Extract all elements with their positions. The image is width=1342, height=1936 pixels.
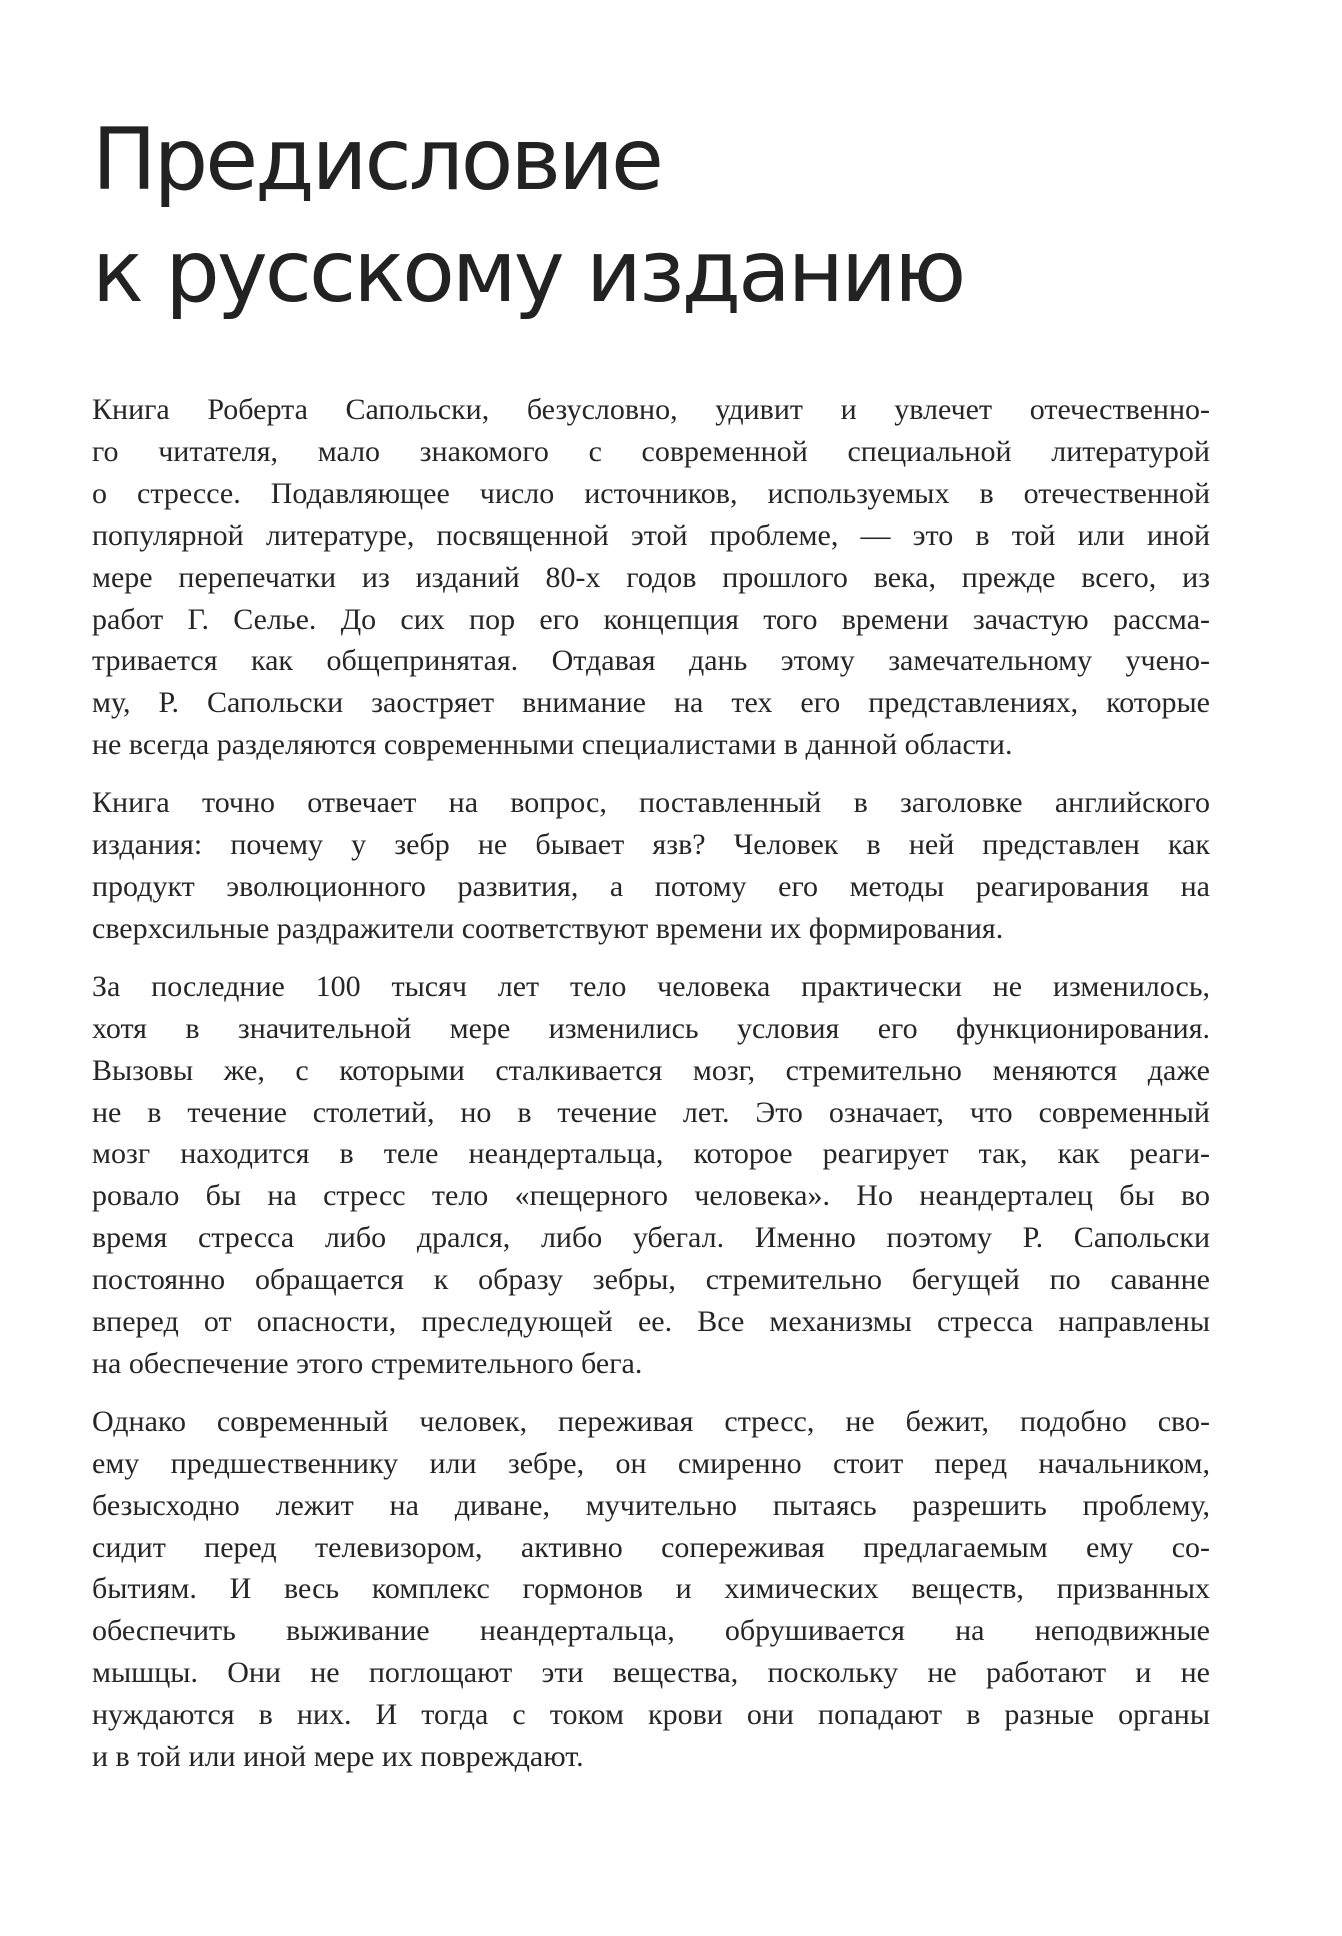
text-line: мозг находится в теле неандертальца, которое реагирует так, как реаги- [92, 1137, 1210, 1171]
text-line: мере перепечатки из изданий 80-х годов прошлого века, прежде всего, из [92, 560, 1210, 594]
text-line: сидит перед телевизором, активно сопереживая предлагаемым ему со- [92, 1530, 1210, 1564]
text-line: Книга Роберта Сапольски, безусловно, удивит и увлечет отечественно- [92, 393, 1210, 426]
chapter-title [92, 104, 1242, 328]
text-line: хотя в значительной мере изменились условия его функционирования. [92, 1011, 1210, 1045]
text-line: ему предшественнику или зебре, он смиренно стоит перед начальником, [92, 1446, 1210, 1480]
text-line: и в той или иной мере их повреждают. [92, 1740, 584, 1774]
chapter-title-line: Предисловие [92, 110, 661, 210]
text-line: нуждаются в них. И тогда с током крови они попадают в разные органы [92, 1698, 1210, 1732]
text-line: вперед от опасности, преследующей ее. Все механизмы стресса направлены [92, 1305, 1210, 1339]
text-line: популярной литературе, посвященной этой проблеме, — это в той или иной [92, 518, 1210, 552]
text-line: постоянно обращается к образу зебры, стремительно бегущей по саванне [92, 1263, 1210, 1297]
text-line: ровало бы на стресс тело «пещерного человека». Но неандерталец бы во [92, 1179, 1210, 1213]
text-line: му, Р. Сапольски заостряет внимание на тех его представлениях, которые [92, 686, 1210, 720]
paragraph [92, 389, 1210, 766]
text-line: не всегда разделяются современными специалистами в данной области. [92, 728, 1013, 762]
text-line: обеспечить выживание неандертальца, обрушивается на неподвижные [92, 1614, 1210, 1648]
text-line: Вызовы же, с которыми сталкивается мозг, стремительно меняются даже [92, 1053, 1210, 1087]
paragraph [92, 782, 1210, 950]
text-line: го читателя, мало знакомого с современной специальной литературой [92, 434, 1210, 468]
body-text [92, 389, 1210, 1794]
text-line: работ Г. Селье. До сих пор его концепция того времени зачастую рассма- [92, 602, 1210, 636]
text-line: о стрессе. Подавляющее число источников, используемых в отечественной [92, 476, 1210, 510]
text-line: безысходно лежит на диване, мучительно пытаясь разрешить проблему, [92, 1488, 1210, 1522]
chapter-title-line: к русскому изданию [92, 222, 964, 322]
text-line: бытиям. И весь комплекс гормонов и химических веществ, призванных [92, 1572, 1210, 1606]
text-line: Книга точно отвечает на вопрос, поставленный в заголовке английского [92, 786, 1210, 820]
text-line: на обеспечение этого стремительного бега. [92, 1346, 643, 1380]
text-line: не в течение столетий, но в течение лет. Это означает, что современный [92, 1095, 1210, 1129]
text-line: Однако современный человек, переживая стресс, не бежит, подобно сво- [92, 1404, 1210, 1438]
text-line: сверхсильные раздражители соответствуют времени их формирования. [92, 911, 1004, 945]
text-line: За последние 100 тысяч лет тело человека практически не изменилось, [92, 969, 1210, 1003]
paragraph [92, 966, 1210, 1385]
text-line: издания: почему у зебр не бывает язв? Человек в ней представлен как [92, 828, 1210, 862]
paragraph [92, 1401, 1210, 1778]
text-line: тривается как общепринятая. Отдавая дань этому замечательному учено- [92, 644, 1210, 678]
text-line: мышцы. Они не поглощают эти вещества, поскольку не работают и не [92, 1656, 1210, 1690]
text-line: продукт эволюционного развития, а потому его методы реагирования на [92, 869, 1210, 903]
text-line: время стресса либо дрался, либо убегал. Именно поэтому Р. Сапольски [92, 1221, 1210, 1255]
